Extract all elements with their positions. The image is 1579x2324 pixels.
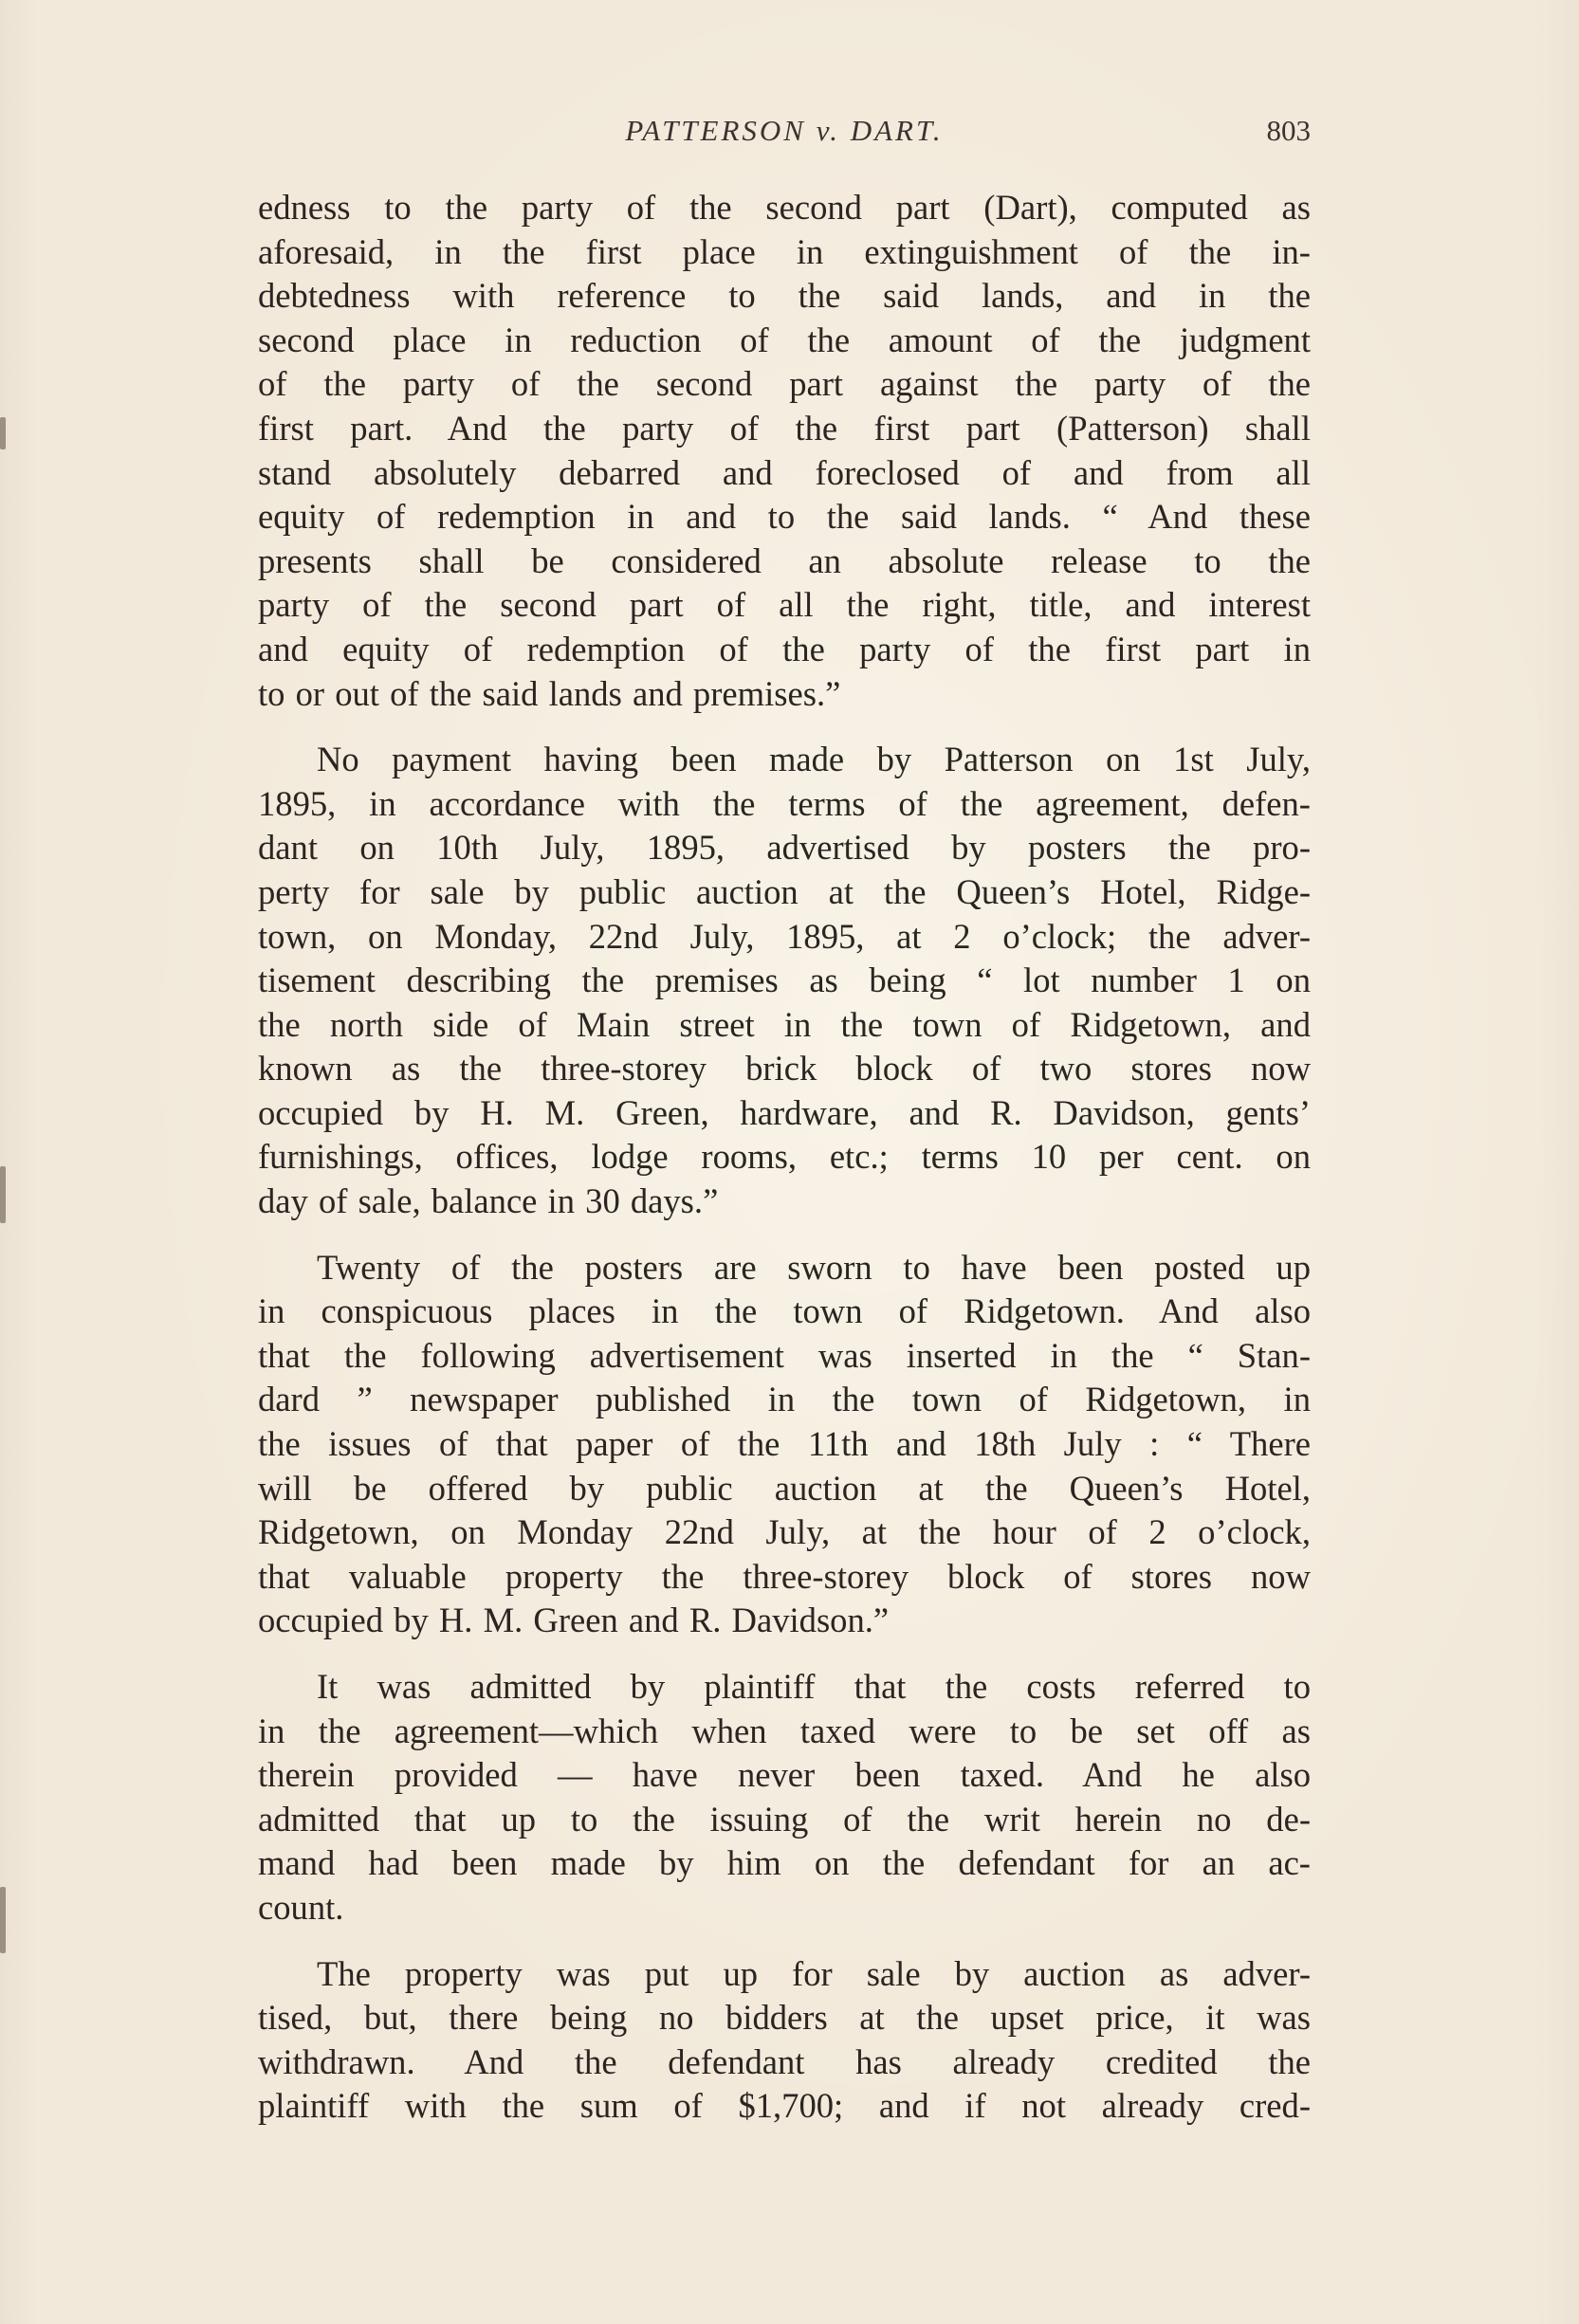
- text-line: plaintiff with the sum of $1,700; and if not already cred-: [258, 2086, 1311, 2126]
- text-line: town, on Monday, 22nd July, 1895, at 2 o’clock; the adver-: [258, 916, 1311, 956]
- text-line: first part. And the party of the first part (Patterson) shall: [258, 408, 1311, 448]
- text-line: stand absolutely debarred and foreclosed of and from all: [258, 452, 1311, 492]
- paragraph: [258, 1665, 1311, 1931]
- paragraph: [258, 1952, 1311, 2129]
- text-line: It was admitted by plaintiff that the costs referred to: [317, 1667, 1311, 1706]
- text-line: furnishings, offices, lodge rooms, etc.; terms 10 per cent. on: [258, 1137, 1311, 1177]
- text-line: day of sale, balance in 30 days.”: [258, 1181, 719, 1221]
- text-line: No payment having been made by Patterson on 1st July,: [317, 740, 1311, 779]
- text-line: mand had been made by him on the defendant for an ac-: [258, 1843, 1311, 1883]
- text-line: of the party of the second part against the party of the: [258, 364, 1311, 404]
- text-line: therein provided — have never been taxed. And he also: [258, 1755, 1311, 1795]
- page-header: [258, 107, 1311, 155]
- text-line: dant on 10th July, 1895, advertised by posters the pro-: [258, 828, 1311, 868]
- text-line: that valuable property the three-storey block of stores now: [258, 1556, 1311, 1596]
- text-line: The property was put up for sale by auction as adver-: [317, 1953, 1311, 1993]
- text-line: admitted that up to the issuing of the writ herein no de-: [258, 1799, 1311, 1839]
- text-line: debtedness with reference to the said lands, and in the: [258, 276, 1311, 316]
- body-text: [258, 186, 1311, 2129]
- text-line: dard ” newspaper published in the town of Ridgetown, in: [258, 1380, 1311, 1419]
- text-line: second place in reduction of the amount of the judgment: [258, 320, 1311, 359]
- text-line: tised, but, there being no bidders at the upset price, it was: [258, 1998, 1311, 2038]
- text-line: occupied by H. M. Green, hardware, and R. Davidson, gents’: [258, 1092, 1311, 1132]
- text-line: in conspicuous places in the town of Ridgetown. And also: [258, 1291, 1311, 1331]
- text-line: the north side of Main street in the town of Ridgetown, and: [258, 1004, 1311, 1044]
- text-line: aforesaid, in the first place in extinguishment of the in-: [258, 231, 1311, 271]
- text-line: that the following advertisement was inserted in the “ Stan-: [258, 1335, 1311, 1375]
- page-edge-mark: [0, 1887, 6, 1953]
- paragraph: [258, 186, 1311, 716]
- text-line: party of the second part of all the right, title, and interest: [258, 585, 1311, 625]
- text-line: Twenty of the posters are sworn to have been posted up: [317, 1247, 1311, 1287]
- paragraph: [258, 1246, 1311, 1643]
- text-line: tisement describing the premises as being “ lot number 1 on: [258, 961, 1311, 1000]
- text-line: withdrawn. And the defendant has already credited the: [258, 2041, 1311, 2081]
- page-edge-mark: [0, 1166, 6, 1223]
- text-line: edness to the party of the second part (Dart), computed as: [258, 188, 1311, 227]
- text-line: occupied by H. M. Green and R. Davidson.”: [258, 1601, 890, 1640]
- text-line: perty for sale by public auction at the Queen’s Hotel, Ridge-: [258, 871, 1311, 911]
- text-line: equity of redemption in and to the said lands. “ And these: [258, 497, 1311, 537]
- paragraph: [258, 738, 1311, 1224]
- text-line: presents shall be considered an absolute release to the: [258, 540, 1311, 580]
- page-edge-mark: [0, 417, 6, 449]
- text-line: the issues of that paper of the 11th and 18th July : “ There: [258, 1424, 1311, 1464]
- text-line: in the agreement—which when taxed were to be set off as: [258, 1711, 1311, 1750]
- page-number: 803: [1266, 114, 1311, 147]
- text-line: count.: [258, 1887, 344, 1927]
- text-line: will be offered by public auction at the Queen’s Hotel,: [258, 1468, 1311, 1508]
- text-line: and equity of redemption of the party of the first part in: [258, 629, 1311, 668]
- text-line: Ridgetown, on Monday 22nd July, at the hour of 2 o’clock,: [258, 1512, 1311, 1552]
- text-line: known as the three-storey brick block of two stores now: [258, 1049, 1311, 1089]
- text-line: 1895, in accordance with the terms of the agreement, defen-: [258, 783, 1311, 823]
- running-head: PATTERSON v. DART.: [625, 114, 944, 147]
- text-line: to or out of the said lands and premises.”: [258, 673, 841, 713]
